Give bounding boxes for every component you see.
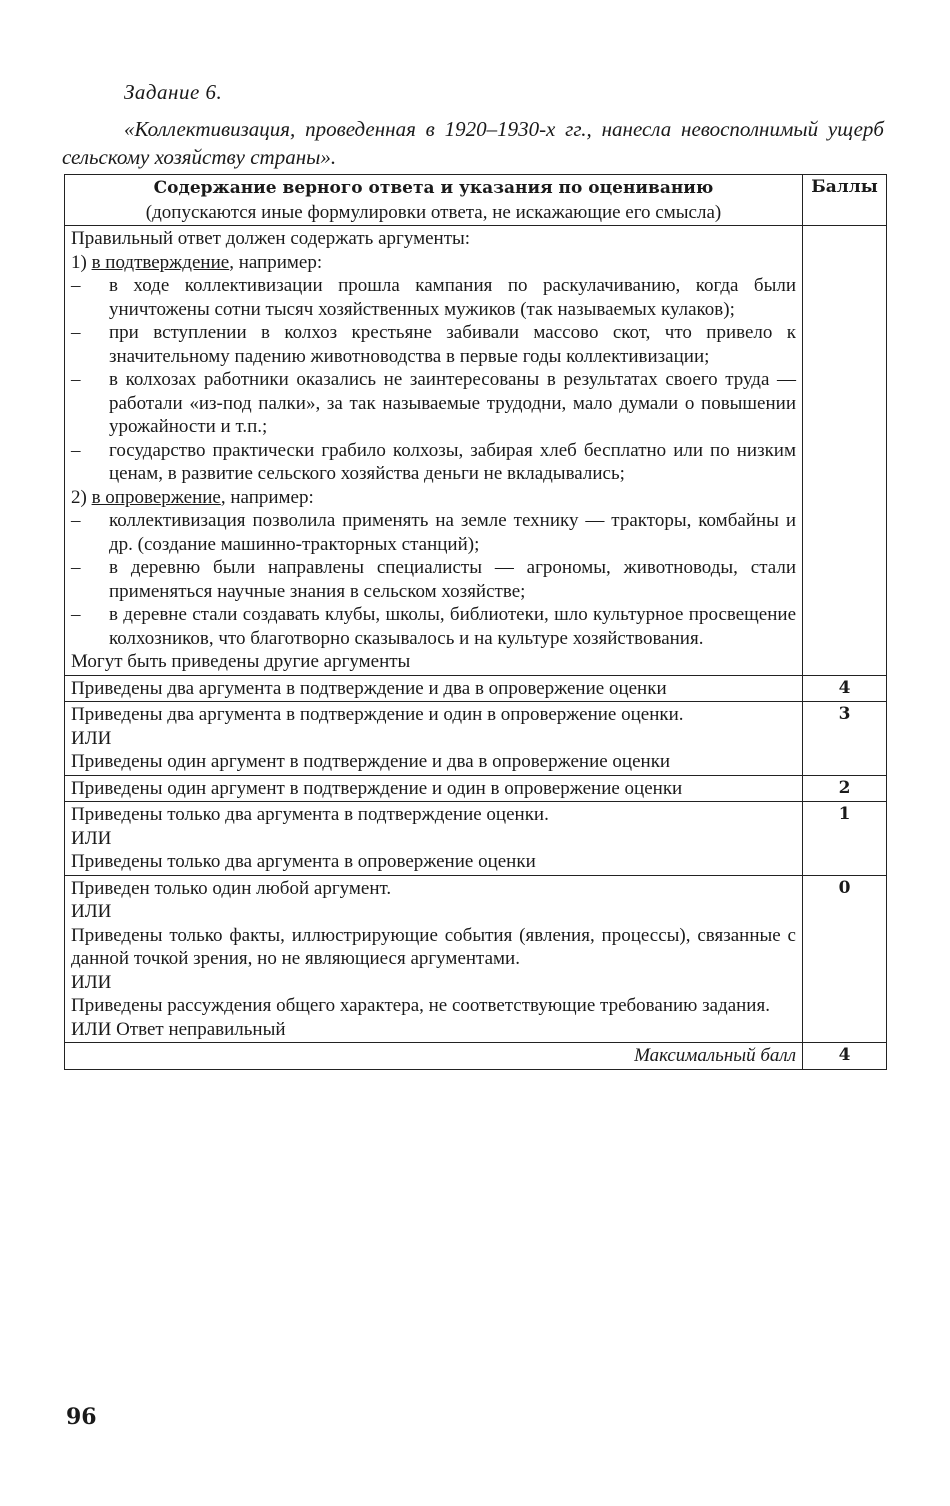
argument-item xyxy=(71,439,796,486)
dash-marker: – xyxy=(71,322,81,343)
criteria-line: ИЛИ xyxy=(71,901,112,922)
con-heading xyxy=(71,486,796,510)
criteria-row xyxy=(65,802,887,876)
points-header: Баллы xyxy=(803,175,887,226)
criteria-line: Приведены рассуждения общего характера, не соответствующие требованию задания. xyxy=(71,995,770,1016)
content-header xyxy=(65,175,803,226)
table-header-row xyxy=(65,175,887,226)
criteria-score: 2 xyxy=(803,775,887,802)
dash-marker: – xyxy=(71,275,81,296)
scoring-table xyxy=(64,174,887,1070)
criteria-line: ИЛИ Ответ неправильный xyxy=(71,1018,286,1040)
criteria-score: 0 xyxy=(803,875,887,1043)
con-label: в опровержение xyxy=(91,486,221,508)
criteria-score: 3 xyxy=(803,702,887,776)
task-title: Задание 6. xyxy=(124,80,223,104)
criteria-line: ИЛИ xyxy=(71,727,112,749)
max-score-row xyxy=(65,1043,887,1070)
criteria-line: Приведен только один любой аргумент. xyxy=(71,877,392,899)
criteria-line: Приведены только два аргумента в опровержение оценки xyxy=(71,851,536,872)
answer-closing: Могут быть приведены другие аргументы xyxy=(71,651,411,672)
criteria-score: 1 xyxy=(803,802,887,876)
criteria-text xyxy=(65,702,803,776)
con-prefix: 2) xyxy=(71,486,92,508)
answer-intro: Правильный ответ должен содержать аргументы: xyxy=(71,228,471,249)
argument-text: в деревню были направлены специалисты — агрономы, животноводы, стали применяться научные знания в сельском хозяйстве; xyxy=(109,557,796,602)
criteria-line: Приведены два аргумента в подтверждение и один в опровержение оценки. xyxy=(71,704,684,725)
dash-marker: – xyxy=(71,510,81,531)
criteria-line: Приведены только факты, иллюстрирующие события (явления, процессы), связанные с данной точкой зрения, но не являющиеся аргументами. xyxy=(71,924,796,969)
pro-arguments-list xyxy=(71,274,796,486)
answer-row xyxy=(65,226,887,676)
dash-marker: – xyxy=(71,439,81,461)
criteria-text xyxy=(65,775,803,802)
content-header-note: (допускаются иные формулировки ответа, не искажающие его смысла) xyxy=(145,201,722,223)
criteria-line: Приведены один аргумент в подтверждение и один в опровержение оценки xyxy=(71,777,683,799)
dash-marker: – xyxy=(71,557,81,578)
criteria-row xyxy=(65,775,887,802)
argument-text: в деревне стали создавать клубы, школы, библиотеки, шло культурное просвещение колхозников, что благотворно сказывалось и на культуре хозяйствования. xyxy=(109,604,796,649)
argument-item xyxy=(71,556,796,603)
pro-label: в подтверждение xyxy=(91,251,230,273)
criteria-text xyxy=(65,675,803,702)
argument-text: государство практически грабило колхозы, забирая хлеб бесплатно или по низким ценам, в развитие сельского хозяйства деньги не вкладывались; xyxy=(109,439,796,484)
argument-item xyxy=(71,321,796,368)
pro-suffix: , например: xyxy=(229,251,323,273)
criteria-text xyxy=(65,802,803,876)
con-arguments-list xyxy=(71,509,796,650)
pro-heading xyxy=(71,251,796,275)
argument-text: в ходе коллективизации прошла кампания по раскулачиванию, когда были уничтожены сотни тысяч хозяйственных мужиков (так называемых кулаков); xyxy=(109,275,796,320)
argument-text: в колхозах работники оказались не заинтересованы в результатах своего труда — работали «из-под палки», за так называемые трудодни, мало думали о повышении урожайности и т.п.; xyxy=(109,369,796,437)
criteria-row xyxy=(65,675,887,702)
task-statement: «Коллективизация, проведенная в 1920–1930-х гг., нанесла невосполнимый ущерб сельскому хозяйству страны». xyxy=(62,117,884,169)
argument-item xyxy=(71,509,796,556)
content-header-title: Содержание верного ответа и указания по оцениванию xyxy=(153,178,714,198)
criteria-line: ИЛИ xyxy=(71,971,112,993)
criteria-rows xyxy=(65,675,887,1043)
criteria-score: 4 xyxy=(803,675,887,702)
answer-content xyxy=(65,226,803,676)
argument-item xyxy=(71,603,796,650)
pro-prefix: 1) xyxy=(71,251,92,273)
max-score-label: Максимальный балл xyxy=(65,1043,803,1070)
max-score-value: 4 xyxy=(803,1043,887,1070)
argument-item xyxy=(71,274,796,321)
criteria-line: Приведены только два аргумента в подтверждение оценки. xyxy=(71,804,549,825)
answer-points-empty xyxy=(803,226,887,676)
criteria-row xyxy=(65,702,887,776)
criteria-line: Приведены один аргумент в подтверждение и два в опровержение оценки xyxy=(71,751,671,772)
page-number: 96 xyxy=(66,1404,97,1430)
dash-marker: – xyxy=(71,369,81,390)
argument-text: коллективизация позволила применять на земле технику — тракторы, комбайны и др. (создание машинно-тракторных станций); xyxy=(109,510,796,555)
criteria-line: ИЛИ xyxy=(71,827,112,849)
argument-item xyxy=(71,368,796,439)
argument-text: при вступлении в колхоз крестьяне забивали массово скот, что привело к значительному падению животноводства в первые годы коллективизации; xyxy=(109,322,796,367)
criteria-text xyxy=(65,875,803,1043)
criteria-line: Приведены два аргумента в подтверждение и два в опровержение оценки xyxy=(71,677,667,699)
dash-marker: – xyxy=(71,604,81,625)
criteria-row xyxy=(65,875,887,1043)
con-suffix: , например: xyxy=(220,486,314,508)
